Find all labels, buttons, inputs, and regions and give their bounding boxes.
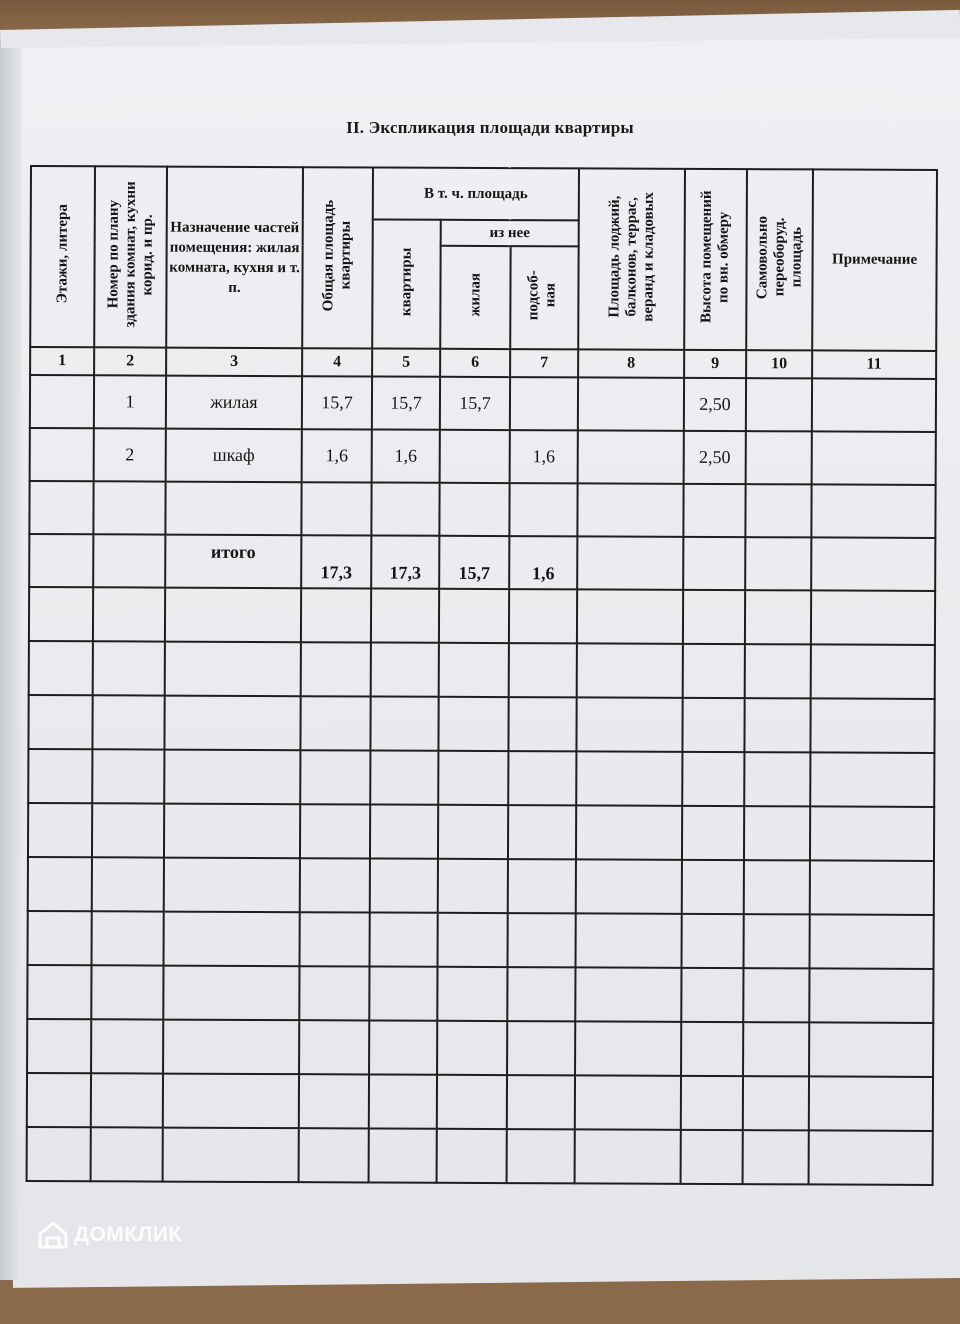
- header-note: Примечание: [812, 169, 937, 351]
- table-cell: [578, 430, 684, 483]
- table-cell: [30, 375, 94, 428]
- table-cell: 2: [94, 428, 166, 481]
- column-number: 9: [684, 350, 746, 378]
- total-cell: [683, 537, 745, 590]
- sheet-edge: [0, 48, 22, 1280]
- table-row: [29, 481, 935, 538]
- total-cell: [811, 537, 935, 591]
- total-cell: 1,6: [509, 536, 577, 589]
- house-logo-icon: [38, 1221, 68, 1249]
- column-number: 1: [30, 347, 94, 375]
- document-title: II. Экспликация площади квартиры: [346, 118, 634, 137]
- column-number: 11: [812, 350, 936, 379]
- total-cell: 17,3: [371, 535, 439, 588]
- table-cell: [746, 431, 812, 484]
- table-cell: [812, 378, 936, 432]
- header-purpose: Назначение частей помещения: жилая комната, кухня и т. п.: [166, 167, 303, 349]
- table-cell: 2,50: [684, 378, 746, 431]
- total-cell: [93, 534, 165, 587]
- table-cell: 15,7: [440, 377, 510, 430]
- total-row: [29, 534, 935, 591]
- watermark-text: ДОМКЛИК: [74, 1223, 182, 1246]
- header-of-which: из нее: [441, 220, 579, 247]
- table-cell: жилая: [166, 376, 302, 430]
- column-number: 2: [94, 347, 166, 375]
- column-number: 7: [510, 349, 578, 377]
- table-cell: [578, 377, 684, 430]
- header-auxiliary: подсоб-ная: [510, 246, 578, 349]
- table-cell: [440, 430, 510, 483]
- header-loggias: Площадь лоджий, балконов, террас, веранд и кладовых: [578, 168, 685, 349]
- total-label: итого: [165, 535, 301, 589]
- header-total-area: Общая площадь квартиры: [302, 167, 373, 348]
- header-height: Высота помещений по вн. обмеру: [684, 169, 747, 350]
- column-number: 6: [440, 349, 510, 377]
- total-cell: [29, 534, 93, 587]
- header-living: жилая: [440, 246, 510, 349]
- table-row: [30, 375, 936, 432]
- header-unauthorized: Самовольно переоборуд. площадь: [746, 169, 813, 350]
- header-apartment: квартиры: [372, 219, 441, 348]
- column-number: 8: [578, 349, 684, 377]
- table-cell: 1: [94, 375, 166, 428]
- table-cell: [510, 377, 578, 430]
- total-cell: 17,3: [301, 535, 371, 588]
- header-incl-area: В т. ч. площадь: [373, 167, 579, 220]
- table-cell: 1,6: [510, 430, 578, 483]
- column-number: 3: [166, 348, 302, 377]
- table-cell: [746, 378, 812, 431]
- column-number: 4: [302, 348, 372, 376]
- table-cell: шкаф: [166, 429, 302, 483]
- table-row: [30, 428, 936, 485]
- column-number-row: [30, 347, 936, 379]
- table-cell: 1,6: [372, 429, 440, 482]
- column-number: 10: [746, 350, 812, 378]
- table-cell: 15,7: [302, 376, 372, 429]
- table-cell: 2,50: [684, 431, 746, 484]
- column-number: 5: [372, 348, 440, 376]
- table-cell: [30, 428, 94, 481]
- total-cell: [745, 537, 811, 590]
- table-cell: [812, 431, 936, 485]
- explication-table: [25, 165, 936, 1324]
- total-cell: 15,7: [439, 536, 509, 589]
- table-cell: 1,6: [302, 429, 372, 482]
- header-floors: Этажи, литера: [30, 166, 95, 347]
- total-cell: [577, 536, 683, 589]
- table-cell: 15,7: [372, 376, 440, 429]
- header-plan-number: Номер по плану здания комнат, кухни корид. и пр.: [94, 166, 167, 347]
- domclick-watermark: [38, 1220, 182, 1250]
